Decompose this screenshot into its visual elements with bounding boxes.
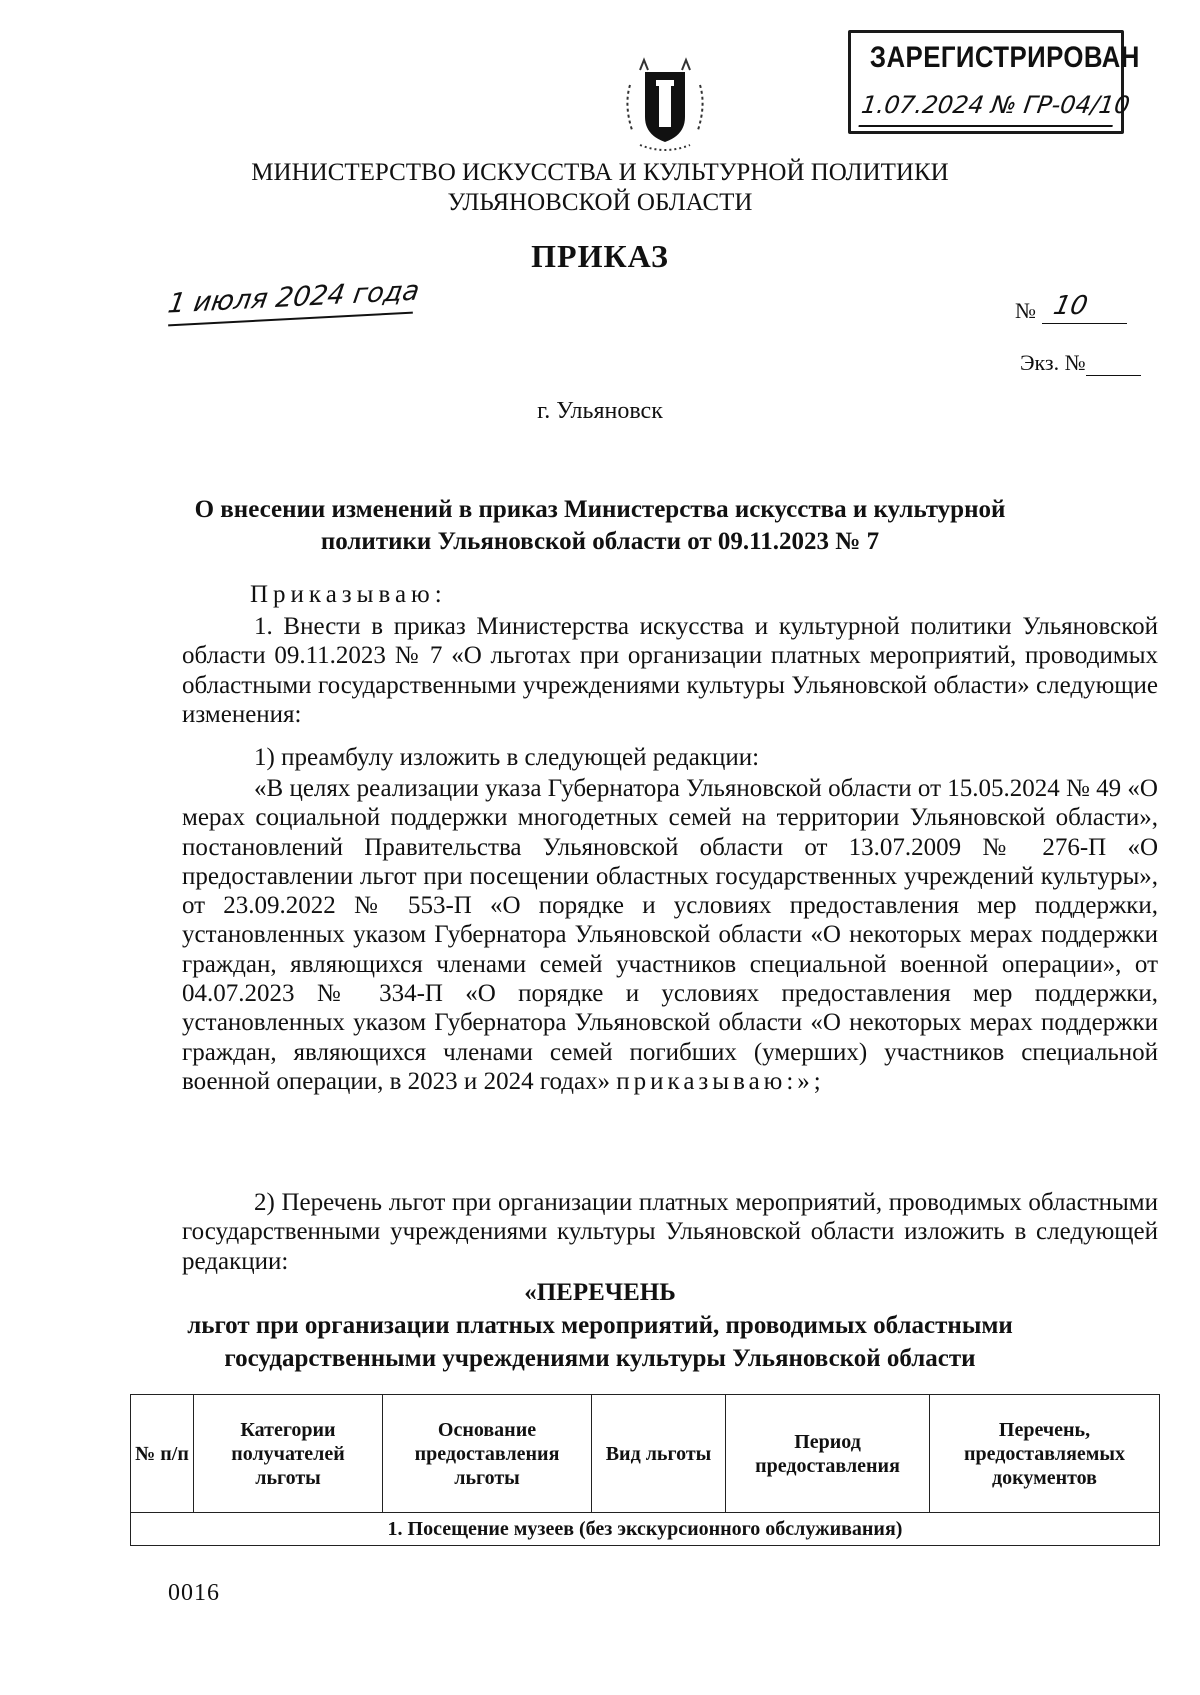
column-header: Период предоставления	[726, 1395, 930, 1513]
list-title	[0, 1276, 1200, 1375]
column-header: № п/п	[131, 1395, 194, 1513]
list-title-line-2: льгот при организации платных мероприятий, проводимых областными	[187, 1312, 1013, 1339]
handwritten-date: 1 июля 2024 года	[165, 275, 422, 320]
subject-line-2: политики Ульяновской области от 09.11.2023 № 7	[320, 528, 880, 555]
stamp-registration-number: 1.07.2024 № ГР-04/10	[858, 91, 1117, 127]
footer-code: 0016	[168, 1580, 220, 1606]
list-title-line-3: государственными учреждениями культуры Ульяновской области	[224, 1345, 976, 1372]
number-label: №	[1015, 298, 1036, 323]
benefits-table	[130, 1394, 1160, 1546]
preamble-order-word: приказываю:»;	[616, 1067, 825, 1095]
copy-number	[1020, 350, 1141, 376]
city: г. Ульяновск	[537, 398, 663, 424]
stamp-title: ЗАРЕГИСТРИРОВАН	[869, 41, 1140, 74]
order-number	[1015, 291, 1127, 324]
order-subject	[0, 494, 1200, 558]
subject-line-1: О внесении изменений в приказ Министерства искусства и культурной	[194, 496, 1006, 523]
ministry-line-1: МИНИСТЕРСТВО ИСКУССТВА И КУЛЬТУРНОЙ ПОЛИТИКИ	[251, 159, 949, 186]
list-title-line-1: «ПЕРЕЧЕНЬ	[524, 1279, 676, 1306]
number-value: 10	[1050, 291, 1090, 321]
number-line	[1042, 291, 1127, 324]
paragraph-item-2: 2) Перечень льгот при организации платных мероприятий, проводимых областными государственными учреждениями культуры Ульяновской области изложить в следующей редакции:	[182, 1189, 1158, 1275]
column-header: Перечень, предоставляемых документов	[930, 1395, 1160, 1513]
ministry-line-2: УЛЬЯНОВСКОЙ ОБЛАСТИ	[447, 189, 753, 216]
order-word: Приказываю:	[250, 581, 447, 608]
paragraph-preamble-text	[182, 774, 1158, 1096]
paragraph-preamble: 1) преамбулу изложить в следующей редакции:	[254, 744, 760, 771]
copy-line	[1086, 355, 1141, 376]
ministry-name	[0, 158, 1200, 218]
document-type: ПРИКАЗ	[531, 238, 669, 274]
registration-stamp	[848, 30, 1140, 134]
preamble-quote: «В целях реализации указа Губернатора Ульяновской области от 15.05.2024 № 49 «О мерах социальной поддержки многодетных семей на территории Ульяновской области», постановлений Правительства Ульяновской области от 13.07.2009 № 276-П «О предоставлении льгот при посещении областных государственных учреждений культуры», от 23.09.2022 № 553-П «О порядке и условиях предоставления мер поддержки, установленных указом Губернатора Ульяновской области «О некоторых мерах поддержки граждан, являющихся членами семей участников специальной военной операции», от 04.07.2023 № 334-П «О порядке и условиях предоставления мер поддержки, установленных указом Губернатора Ульяновской области «О некоторых мерах поддержки граждан, являющихся членами семей погибших (умерших) участников специальной военной операции, в 2023 и 2024 годах»	[182, 775, 1158, 1095]
coat-of-arms-icon	[610, 50, 720, 160]
column-header: Основание предоставления льготы	[383, 1395, 592, 1513]
section-heading: 1. Посещение музеев (без экскурсионного обслуживания)	[131, 1513, 1160, 1546]
table-header-row	[131, 1395, 1160, 1513]
paragraph-item-1: 1. Внести в приказ Министерства искусства и культурной политики Ульяновской области 09.11.2023 № 7 «О льготах при организации платных мероприятий, проводимых областными государственными учреждениями культуры Ульяновской области» следующие изменения:	[182, 613, 1158, 728]
copy-label: Экз. №	[1020, 350, 1086, 375]
table-row	[131, 1513, 1160, 1546]
column-header: Вид льготы	[592, 1395, 726, 1513]
column-header: Категории получателей льготы	[194, 1395, 383, 1513]
